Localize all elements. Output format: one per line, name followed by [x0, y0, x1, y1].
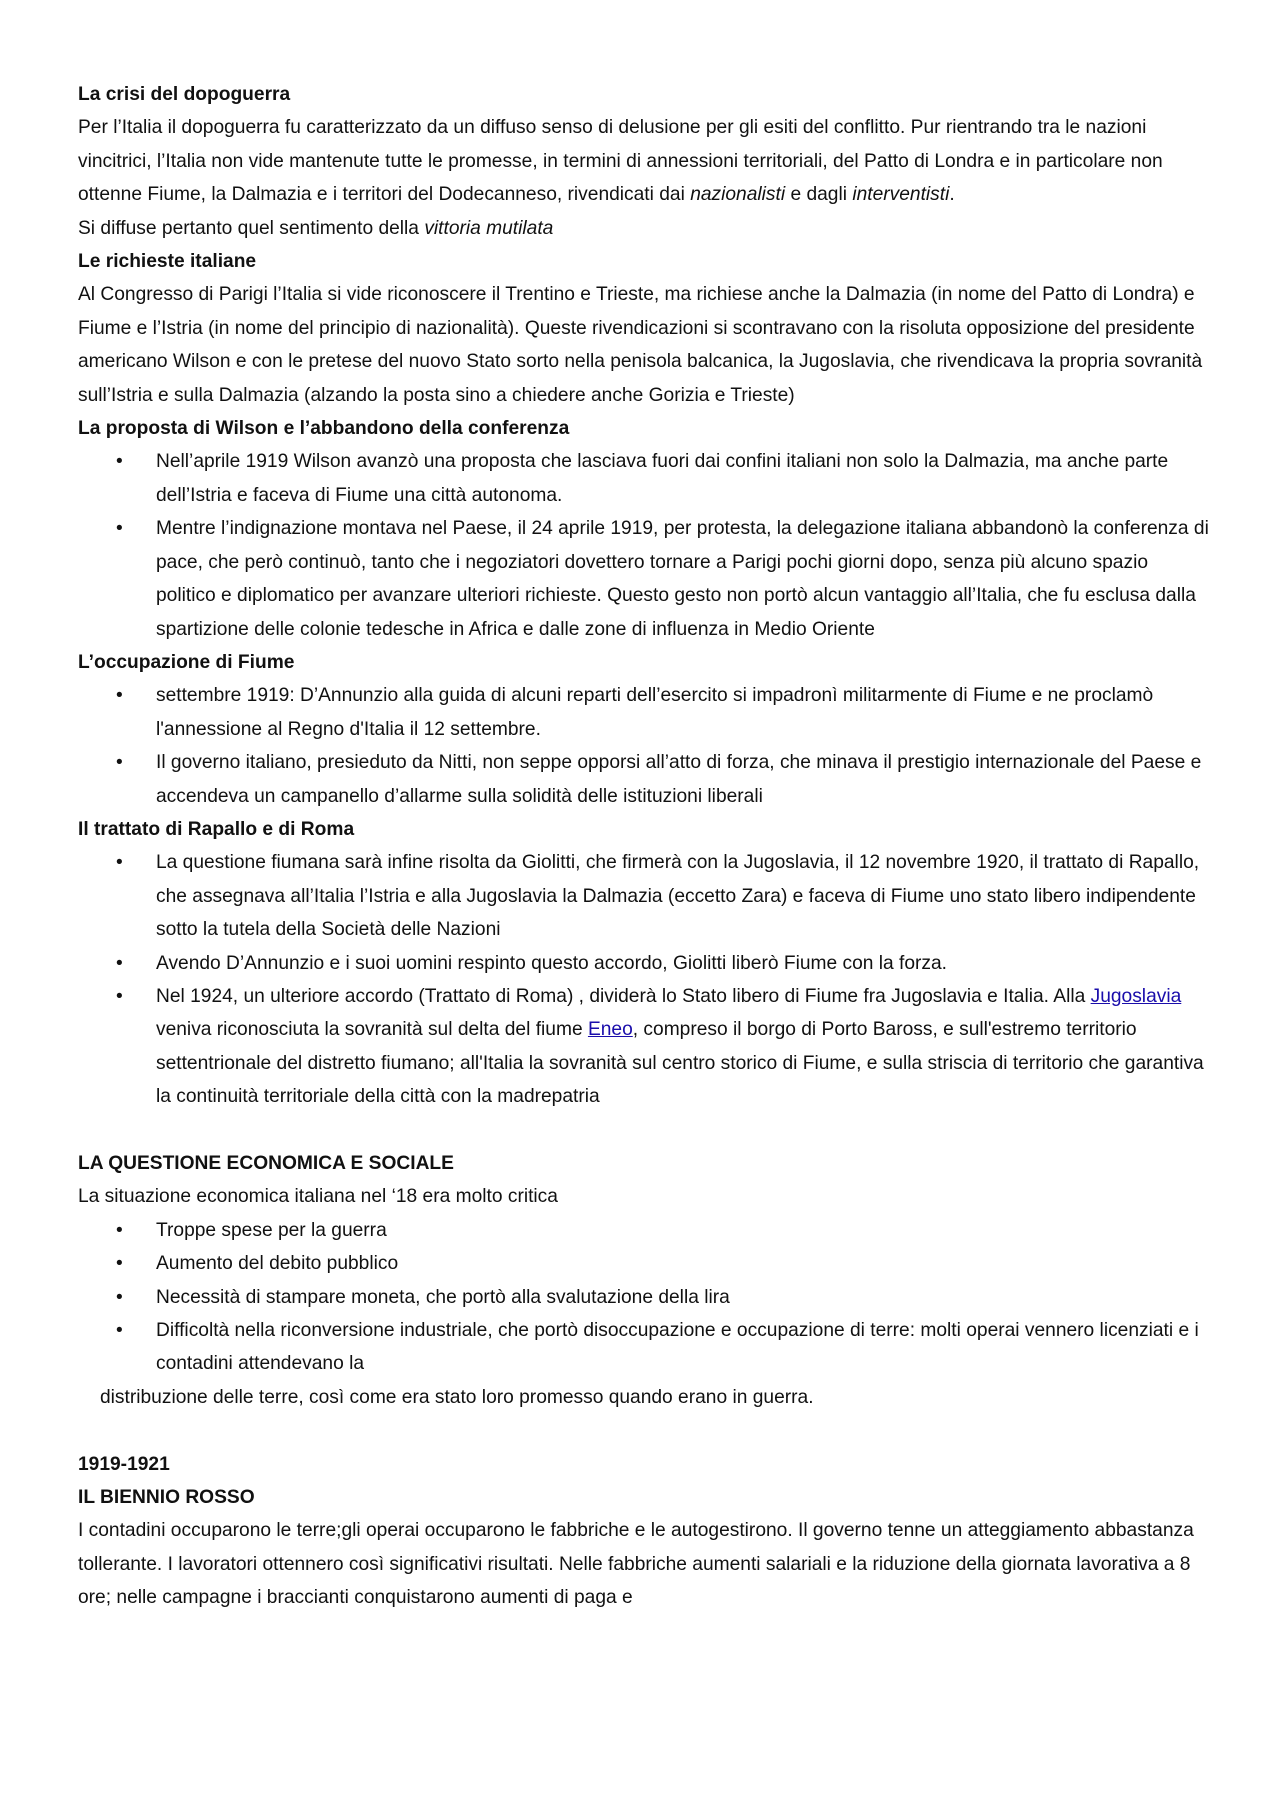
paragraph: La situazione economica italiana nel ‘18 era molto critica — [78, 1186, 558, 1208]
text-run: Nel 1924, un ulteriore accordo (Trattato di Roma) , dividerà lo Stato libero di Fiume fra Jugoslavia e Italia. Alla — [156, 985, 1091, 1007]
section-occupazione-fiume — [78, 646, 1212, 813]
paragraph — [78, 111, 1212, 211]
text-run: Si diffuse pertanto quel sentimento della — [78, 217, 425, 239]
list-item: • Avendo D’Annunzio e i suoi uomini respinto questo accordo, Giolitti liberò Fiume con la forza. — [156, 947, 1212, 980]
list-item: • La questione fiumana sarà infine risolta da Giolitti, che firmerà con la Jugoslavia, il 12 novembre 1920, il trattato di Rapallo, che assegnava all’Italia l’Istria e alla Jugoslavia la Dalmazia (eccetto Zara) e faceva di Fiume uno stato libero indipendente sotto la tutela della Società delle Nazioni — [156, 846, 1212, 946]
section-years: 1919-1921 — [78, 1453, 170, 1475]
list-item: • Aumento del debito pubblico — [156, 1247, 1212, 1280]
bullet-list — [78, 445, 1212, 645]
section-heading: L’occupazione di Fiume — [78, 651, 295, 673]
section-heading: La crisi del dopoguerra — [78, 84, 291, 105]
section-richieste-italiane — [78, 245, 1212, 412]
section-heading: IL BIENNIO ROSSO — [78, 1487, 255, 1509]
text-run: Per l’Italia il dopoguerra fu caratterizzato da un diffuso senso di delusione per gli esiti del conflitto. Pur rientrando tra le nazioni vincitrici, l’Italia non vide mantenute tutte le promesse, in termini di annessioni territoriali, del Patto di Londra e in particolare non ottenne Fiume, la Dalmazia e i territori del Dodecanneso, rivendicati dai — [78, 117, 1163, 206]
list-item: • Mentre l’indignazione montava nel Paese, il 24 aprile 1919, per protesta, la delegazione italiana abbandonò la conferenza di pace, che però continuò, tanto che i negoziatori dovettero tornare a Parigi pochi giorni dopo, senza più alcuno spazio politico e diplomatico per avanzare ulteriori richieste. Questo gesto non portò alcun vantaggio all’Italia, che fu esclusa dalla spartizione delle colonie tedesche in Africa e dalle zone di influenza in Medio Oriente — [156, 512, 1212, 646]
list-item — [156, 980, 1212, 1114]
paragraph: Al Congresso di Parigi l’Italia si vide riconoscere il Trentino e Trieste, ma richiese anche la Dalmazia (in nome del Patto di Londra) e Fiume e l’Istria (in nome del principio di nazionalità). Queste rivendicazioni si scontravano con la risoluta opposizione del presidente americano Wilson e con le pretese del nuovo Stato sorto nella penisola balcanica, la Jugoslavia, che rivendicava la propria sovranità sull’Istria e sulla Dalmazia (alzando la posta sino a chiedere anche Gorizia e Trieste) — [78, 284, 1203, 406]
section-crisi-dopoguerra — [78, 78, 1212, 245]
text-run: e dagli — [785, 184, 853, 206]
text-run: , compreso il borgo di Porto Baross, e sull'estremo territorio settentrionale del distretto fiumano; all'Italia la sovranità sul centro storico di Fiume, e sulla striscia di territorio che garantiva la continuità territoriale della città con la madrepatria — [156, 1019, 1204, 1108]
text-run: veniva riconosciuta la sovranità sul delta del fiume — [156, 1019, 588, 1041]
section-heading: Il trattato di Rapallo e di Roma — [78, 818, 355, 840]
paragraph: I contadini occuparono le terre;gli operai occuparono le fabbriche e le autogestirono. Il governo tenne un atteggiamento abbastanza tollerante. I lavoratori ottennero così significativi risultati. Nelle fabbriche aumenti salariali e la riduzione della giornata lavorativa a 8 ore; nelle campagne i braccianti conquistarono aumenti di paga e — [78, 1520, 1194, 1609]
continuation-text: distribuzione delle terre, così come era stato loro promesso quando erano in guerra. — [100, 1386, 814, 1408]
text-run: . — [949, 184, 955, 206]
list-item: • Il governo italiano, presieduto da Nitti, non seppe opporsi all’atto di forza, che minava il prestigio internazionale del Paese e accendeva un campanello d’allarme sulla solidità delle istituzioni liberali — [156, 746, 1212, 813]
bullet-list — [78, 846, 1212, 1113]
eneo-link[interactable]: Eneo — [587, 1019, 633, 1041]
paragraph — [78, 212, 1212, 245]
section-proposta-wilson — [78, 412, 1212, 646]
section-trattato-rapallo-roma — [78, 813, 1212, 1114]
section-questione-economica — [78, 1147, 1212, 1414]
bullet-list — [78, 1214, 1212, 1381]
section-heading: LA QUESTIONE ECONOMICA E SOCIALE — [78, 1152, 454, 1174]
list-item: • Necessità di stampare moneta, che portò alla svalutazione della lira — [156, 1281, 1212, 1314]
list-item: • Nell’aprile 1919 Wilson avanzò una proposta che lasciava fuori dai confini italiani non solo la Dalmazia, ma anche parte dell’Istria e faceva di Fiume una città autonoma. — [156, 445, 1212, 512]
section-heading: Le richieste italiane — [78, 251, 257, 273]
bullet-list — [78, 679, 1212, 813]
section-heading: La proposta di Wilson e l’abbandono della conferenza — [78, 418, 570, 440]
blank-line — [78, 1414, 1212, 1447]
section-biennio-rosso — [78, 1448, 1212, 1615]
italic-term: nazionalisti — [690, 184, 786, 206]
list-item: • Troppe spese per la guerra — [156, 1214, 1212, 1247]
list-item: • Difficoltà nella riconversione industriale, che portò disoccupazione e occupazione di terre: molti operai vennero licenziati e i contadini attendevano la — [156, 1314, 1212, 1381]
list-item: • settembre 1919: D’Annunzio alla guida di alcuni reparti dell’esercito si impadronì militarmente di Fiume e ne proclamò l'annessione al Regno d'Italia il 12 settembre. — [156, 679, 1212, 746]
jugoslavia-link[interactable]: Jugoslavia — [1090, 985, 1182, 1007]
blank-line — [78, 1114, 1212, 1147]
italic-term: vittoria mutilata — [424, 217, 554, 239]
italic-term: interventisti — [852, 184, 950, 206]
